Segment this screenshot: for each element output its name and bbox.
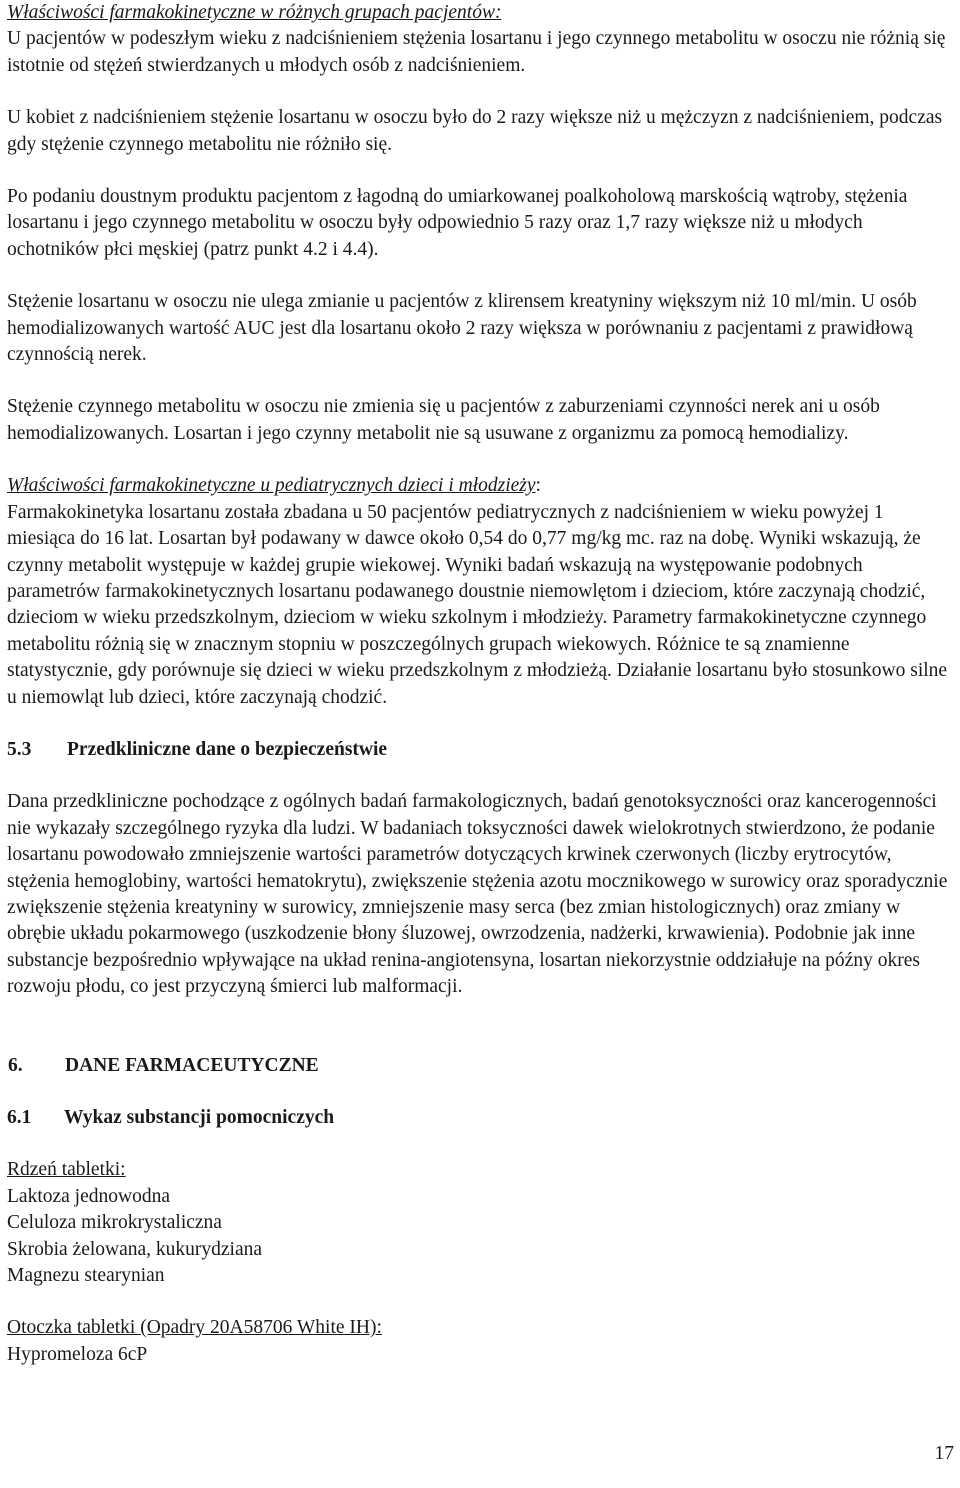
elderly-paragraph-2: U kobiet z nadciśnieniem stężenie losartanu w osoczu było do 2 razy większe niż u mężczyzn z nadciśnieniem, podczas gdy stężenie czynnego metabolitu nie różniło się. — [7, 107, 943, 155]
pediatric-paragraph: Farmakokinetyka losartanu została zbadana u 50 pacjentów pediatrycznych z nadciśnieniem w wieku powyżej 1 miesiąca do 16 lat. Losartan był podawany w dawce około 0,54 do 0,77 mg/kg mc. raz na dobę. Wyniki wskazują, że czynny metabolit występuje w każdej grupie wiekowej. Wyniki badań wskazują na występowanie podobnych parametrów farmakokinetycznych losartanu podawanego doustnie niemowlętom i dzieciom, które zaczynają chodzić, dzieciom w wieku przedszkolnym, dzieciom w wieku szkolnym i młodzieży. Parametry farmakokinetyczne czynnego metabolitu różnią się w znacznym stopniu w poszczególnych grupach wiekowych. Różnice te są znamienne statystycznie, gdy porównuje się dzieci w wieku przedszkolnym z młodzieżą. Działanie losartanu było stosunkowo silne u niemowląt lub dzieci, które zaczynają chodzić. — [7, 501, 948, 708]
section-number: 6. — [8, 1054, 23, 1076]
coating-excipient-list — [7, 1342, 952, 1368]
elderly-paragraph-3: Po podaniu doustnym produktu pacjentom z łagodną do umiarkowanej poalkoholową marskością wątroby, stężenia losartanu i jego czynnego metabolitu w osoczu były odpowiednio 5 razy oraz 1,7 razy większe niż u młodych ochotników płci męskiej (patrz punkt 4.2 i 4.4). — [7, 186, 908, 260]
preclinical-paragraph: Dana przedkliniczne pochodzące z ogólnych badań farmakologicznych, badań genotoksyczności oraz kancerogenności nie wykazały szczególnego ryzyka dla ludzi. W badaniach toksyczności dawek wielokrotnych stwierdzono, że podanie losartanu powodowało zmniejszenie wartości parametrów dotyczących krwinek czerwonych (liczby erytrocytów, stężenia hemoglobiny, wartości hematokrytu), zwiększenie stężenia azotu mocznikowego w surowicy oraz sporadycznie zwiększenie stężenia kreatyniny w surowicy, zmniejszenie masy serca (bez zmian histologicznych) oraz zmiany w obrębie układu pokarmowego (uszkodzenie błony śluzowej, owrzodzenia, nadżerki, krwawienia). Podobnie jak inne substancje bezpośrednio wpływające na układ renina-angiotensyna, losartan niekorzystnie oddziałuje na późny okres rozwoju płodu, co jest przyczyną śmierci lub malformacji. — [7, 791, 948, 998]
section-6-1-heading — [7, 1105, 952, 1131]
core-heading: Rdzeń tabletki: — [7, 1159, 126, 1181]
elderly-paragraph-5: Stężenie czynnego metabolitu w osoczu nie zmienia się u pacjentów z zaburzeniami czynności nerek ani u osób hemodializowanych. Losartan i jego czynny metabolit nie są usuwane z organizmu za pomocą hemodializy. — [7, 396, 880, 444]
page-number: 17 — [934, 1443, 954, 1464]
coating-heading: Otoczka tabletki (Opadry 20A58706 White IH): — [7, 1317, 382, 1339]
core-excipient-list — [7, 1184, 952, 1290]
list-item: Skrobia żelowana, kukurydziana — [7, 1238, 263, 1260]
section-number: 5.3 — [7, 738, 32, 760]
section-title: DANE FARMACEUTYCZNE — [65, 1054, 319, 1076]
elderly-paragraph-4: Stężenie losartanu w osoczu nie ulega zmianie u pacjentów z klirensem kreatyniny większym niż 10 ml/min. U osób hemodializowanych wartość AUC jest dla losartanu około 2 razy większa w porównaniu z pacjentami z prawidłową czynnością nerek. — [7, 291, 917, 366]
list-item: Laktoza jednowodna — [7, 1185, 170, 1207]
section-title: Wykaz substancji pomocniczych — [64, 1107, 335, 1128]
pediatric-heading: Właściwości farmakokinetyczne u pediatrycznych dzieci i młodzieży: — [7, 475, 541, 497]
list-item: Celuloza mikrokrystaliczna — [7, 1212, 222, 1234]
section-6-heading — [8, 1053, 952, 1079]
elderly-heading: Właściwości farmakokinetyczne w różnych grupach pacjentów: — [7, 2, 502, 23]
section-title: Przedkliniczne dane o bezpieczeństwie — [67, 738, 388, 760]
list-item: Hypromeloza 6cP — [7, 1343, 148, 1365]
section-number: 6.1 — [7, 1107, 32, 1128]
section-5-3-heading — [7, 737, 952, 763]
list-item: Magnezu stearynian — [7, 1265, 165, 1287]
elderly-paragraph-1: U pacjentów w podeszłym wieku z nadciśnieniem stężenia losartanu i jego czynnego metabolitu w osoczu nie różnią się istotnie od stężeń stwierdzanych u młodych osób z nadciśnieniem. — [7, 28, 946, 76]
